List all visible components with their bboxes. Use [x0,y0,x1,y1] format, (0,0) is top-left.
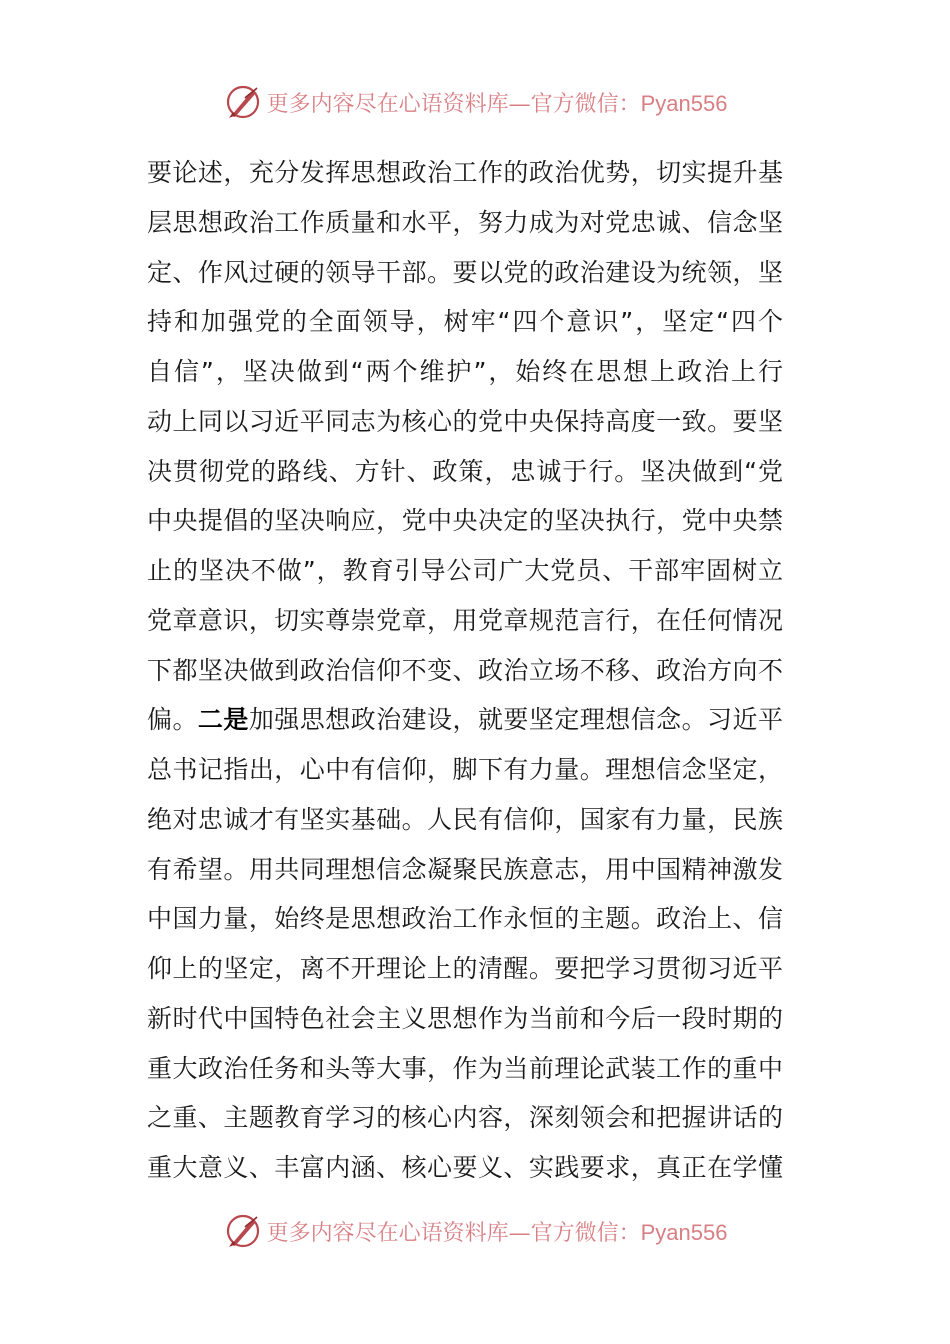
text-segment: 偏。 [147,705,198,735]
text-line: 下都坚决做到政治信仰不变、政治立场不移、政治方向不 [147,655,783,685]
text-line: 仰上的坚定，离不开理论上的清醒。要把学习贯彻习近平 [147,954,783,983]
quill-pen-logo-icon [223,82,263,122]
footer-wechat-id: Pyan556 [640,1219,728,1245]
text-line: 重大意义、丰富内涵、核心要义、实践要求，真正在学懂 [147,1153,783,1182]
text-line: 决贯彻党的路线、方针、政策，忠诚于行。坚决做到“党 [147,456,783,486]
text-line: 动上同以习近平同志为核心的党中央保持高度一致。要坚 [147,406,783,436]
header-banner-text: 更多内容尽在心语资料库—官方微信：Pyan556 [266,90,728,117]
text-line: 绝对忠诚才有坚实基础。人民有信仰，国家有力量，民族 [147,804,783,834]
footer-banner [0,1209,950,1253]
text-line: 中央提倡的坚决响应，党中央决定的坚决执行，党中央禁 [147,506,783,536]
text-line: 新时代中国特色社会主义思想作为当前和今后一段时期的 [147,1003,783,1033]
text-line: 持和加强党的全面领导，树牢“四个意识”，坚定“四个 [147,307,783,337]
text-line: 定、作风过硬的领导干部。要以党的政治建设为统领，坚 [147,257,783,287]
footer-banner-text: 更多内容尽在心语资料库—官方微信：Pyan556 [266,1219,728,1246]
header-wechat-id: Pyan556 [640,90,728,116]
text-line: 要论述，充分发挥思想政治工作的政治优势，切实提升基 [147,158,783,187]
text-line: 总书记指出，心中有信仰，脚下有力量。理想信念坚定， [147,755,783,784]
article-body [147,148,787,1193]
text-line: 党章意识，切实尊崇党章，用党章规范言行，在任何情况 [147,605,783,635]
bold-heading-marker: 二是 [197,705,249,735]
header-banner [0,80,950,124]
text-line: 之重、主题教育学习的核心内容，深刻领会和把握讲话的 [147,1103,783,1133]
text-line: 层思想政治工作质量和水平，努力成为对党忠诚、信念坚 [147,207,783,237]
quill-pen-logo-icon [223,1211,263,1251]
text-line: 止的坚决不做”，教育引导公司广大党员、干部牢固树立 [147,556,783,585]
text-line: 自信”，坚决做到“两个维护”，始终在思想上政治上行 [147,357,783,386]
text-line [147,695,783,745]
text-line: 中国力量，始终是思想政治工作永恒的主题。政治上、信 [147,904,783,934]
text-line: 重大政治任务和头等大事，作为当前理论武装工作的重中 [147,1053,783,1083]
text-segment: 加强思想政治建设，就要坚定理想信念。习近平 [248,705,783,735]
text-line: 有希望。用共同理想信念凝聚民族意志，用中国精神激发 [147,854,783,884]
